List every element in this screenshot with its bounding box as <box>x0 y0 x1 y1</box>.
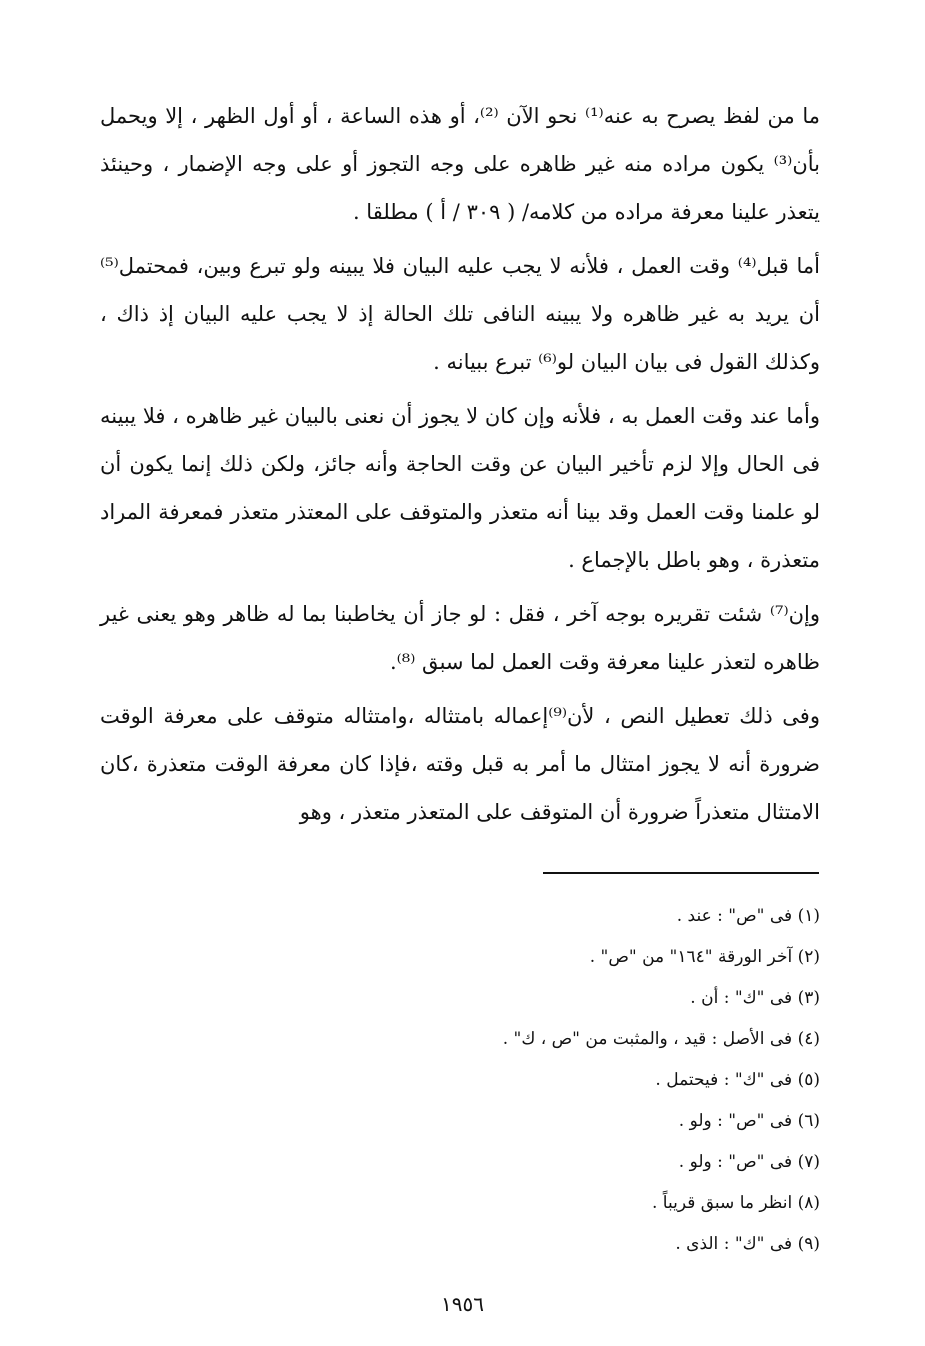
footnote: (٨) انظر ما سبق قريباً . <box>651 1193 820 1213</box>
footnotes-list <box>100 896 820 1265</box>
footnote-separator <box>543 872 819 874</box>
footnote: (٢) آخر الورقة "١٦٤" من "ص" . <box>589 947 820 967</box>
paragraph: أما قبل⁽⁴⁾ وقت العمل ، فلأنه لا يجب عليه البيان فلا يبينه ولو تبرع وبين، فمحتمل⁽⁵⁾ أن يريد به غير ظاهره ولا يبينه النافى تلك الحالة إذ لا يجب عليه البيان إذ ذاك ، وكذلك القول فى بيان البيان لو⁽⁶⁾ تبرع ببيانه . <box>100 254 820 374</box>
paragraph: ما من لفظ يصرح به عنه⁽¹⁾ نحو الآن ⁽²⁾، أو هذه الساعة ، أو أول الظهر ، إلا ويحمل بأن⁽³⁾ يكون مراده منه غير ظاهره على وجه التجوز أو على وجه الإضمار ، وحينئذ يتعذر علينا معرفة مراده من كلامه/ ( ٣٠٩ / أ ) مطلقا . <box>100 104 820 224</box>
footnote: (٥) فى "ك" : فيحتمل . <box>655 1070 820 1090</box>
footnote: (٦) فى "ص" : ولو . <box>678 1111 820 1131</box>
paragraph: وأما عند وقت العمل به ، فلأنه وإن كان لا يجوز أن نعنى بالبيان غير ظاهره ، فلا يبينه فى الحال وإلا لزم تأخير البيان عن وقت الحاجة وأنه جائز، ولكن ذلك إنما يكون أن لو علمنا وقت العمل وقد بينا أنه متعذر والمتوقف على المعتذر متعذر فمعرفة المراد متعذرة ، وهو باطل بالإجماع . <box>100 404 820 572</box>
paragraph: وفى ذلك تعطيل النص ، لأن⁽⁹⁾إعماله بامتثاله ،وامتثاله متوقف على معرفة الوقت ضرورة أنه لا يجوز امتثال ما أمر به قبل وقته ،فإذا كان معرفة الوقت متعذرة ،كان الامتثال متعذراً ضرورة أن المتوقف على المتعذر متعذر ، وهو <box>100 704 820 824</box>
paragraph: وإن⁽⁷⁾ شئت تقريره بوجه آخر ، فقل : لو جاز أن يخاطبنا بما له ظاهر وهو يعنى غير ظاهره لتعذر علينا معرفة وقت العمل لما سبق ⁽⁸⁾. <box>100 602 820 674</box>
main-text <box>100 92 820 836</box>
footnote: (١) فى "ص" : عند . <box>676 906 820 926</box>
footnote: (٧) فى "ص" : ولو . <box>678 1152 820 1172</box>
footnote: (٣) فى "ك" : أن . <box>690 988 820 1008</box>
footnote: (٩) فى "ك" : الذى . <box>675 1234 820 1254</box>
footnote: (٤) فى الأصل : قيد ، والمثبت من "ص ، ك" . <box>502 1029 820 1049</box>
page-number: ١٩٥٦ <box>441 1292 484 1316</box>
